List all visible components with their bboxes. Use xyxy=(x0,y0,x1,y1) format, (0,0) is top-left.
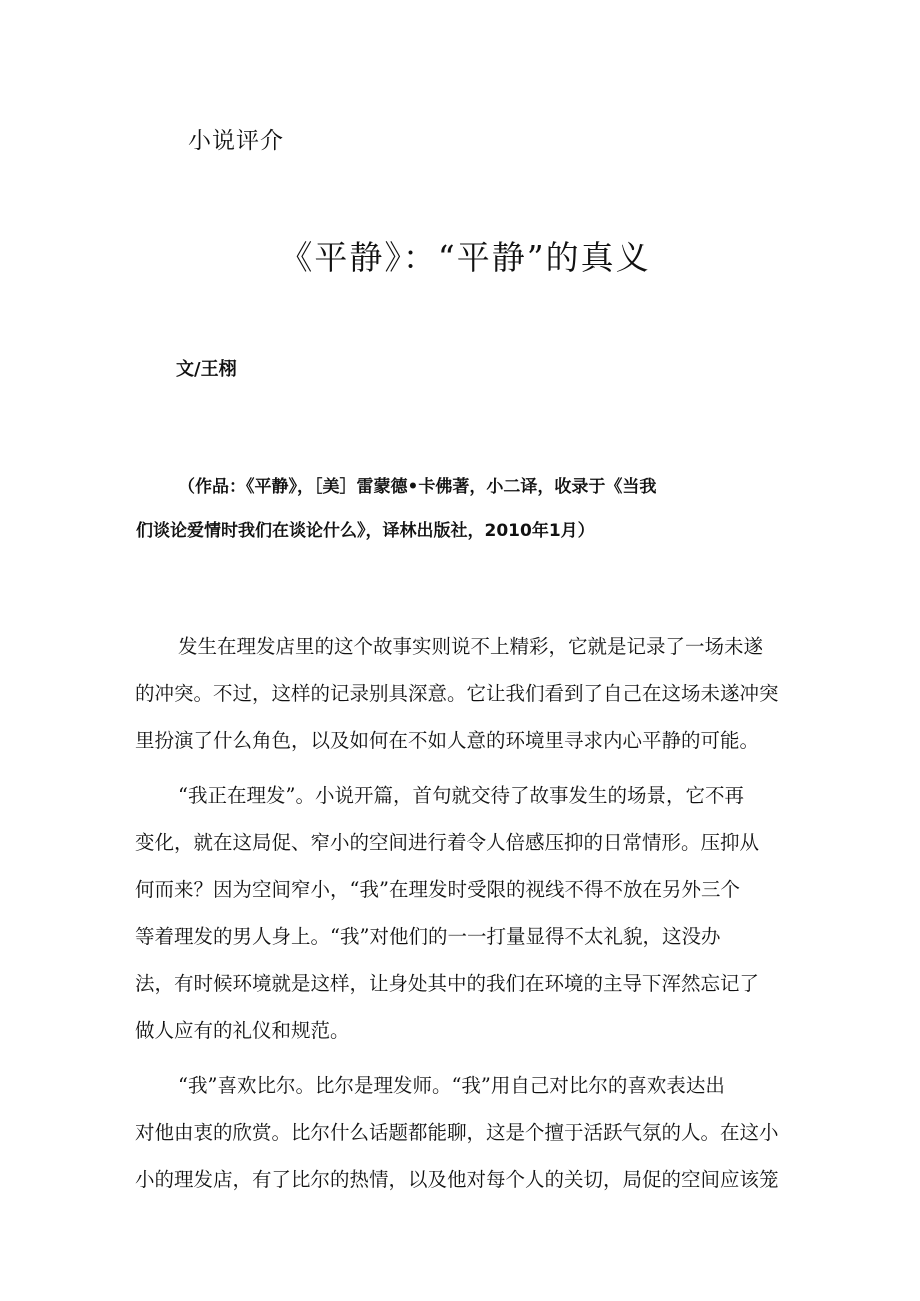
text-line: 何而来？因为空间窄小，“我”在理发时受限的视线不得不放在另外三个 xyxy=(135,878,740,901)
text-line: 做人应有的礼仪和规范。 xyxy=(135,1019,350,1042)
text-line: 法，有时候环境就是这样，让身处其中的我们在环境的主导下浑然忘记了 xyxy=(135,972,760,995)
article-title: 《平静》：“平静”的真义 xyxy=(279,238,651,277)
work-citation-line: 们谈论爱情时我们在谈论什么》，译林出版社，2010年1月） xyxy=(136,521,595,541)
text-line: 的冲突。不过，这样的记录别具深意。它让我们看到了自己在这场未遂冲突 xyxy=(135,682,779,705)
section-label: 小说评介 xyxy=(188,128,284,154)
article-body xyxy=(135,623,803,1211)
text-line: 小的理发店，有了比尔的热情，以及他对每个人的关切，局促的空间应该笼 xyxy=(135,1168,779,1191)
text-line: 发生在理发店里的这个故事实则说不上精彩，它就是记录了一场未遂 xyxy=(178,635,764,658)
paragraph-2 xyxy=(135,772,803,1054)
work-citation xyxy=(136,465,796,553)
text-line: “我正在理发”。小说开篇，首句就交待了故事发生的场景，它不再 xyxy=(178,784,744,807)
work-citation-line: （作品：《平静》，［美］雷蒙德•卡佛著，小二译，收录于《当我 xyxy=(178,477,657,497)
text-line: 变化，就在这局促、窄小的空间进行着令人倍感压抑的日常情形。压抑从 xyxy=(135,831,760,854)
paragraph-3 xyxy=(135,1062,803,1203)
paragraph-1 xyxy=(135,623,803,764)
text-line: “我”喜欢比尔。比尔是理发师。“我”用自己对比尔的喜欢表达出 xyxy=(178,1074,725,1097)
text-line: 等着理发的男人身上。“我”对他们的一一打量显得不太礼貌，这没办 xyxy=(135,925,721,948)
text-line: 对他由衷的欣赏。比尔什么话题都能聊，这是个擅于活跃气氛的人。在这小 xyxy=(135,1121,779,1144)
text-line: 里扮演了什么角色，以及如何在不如人意的环境里寻求内心平静的可能。 xyxy=(135,729,760,752)
author-byline: 文/王栩 xyxy=(176,359,237,380)
